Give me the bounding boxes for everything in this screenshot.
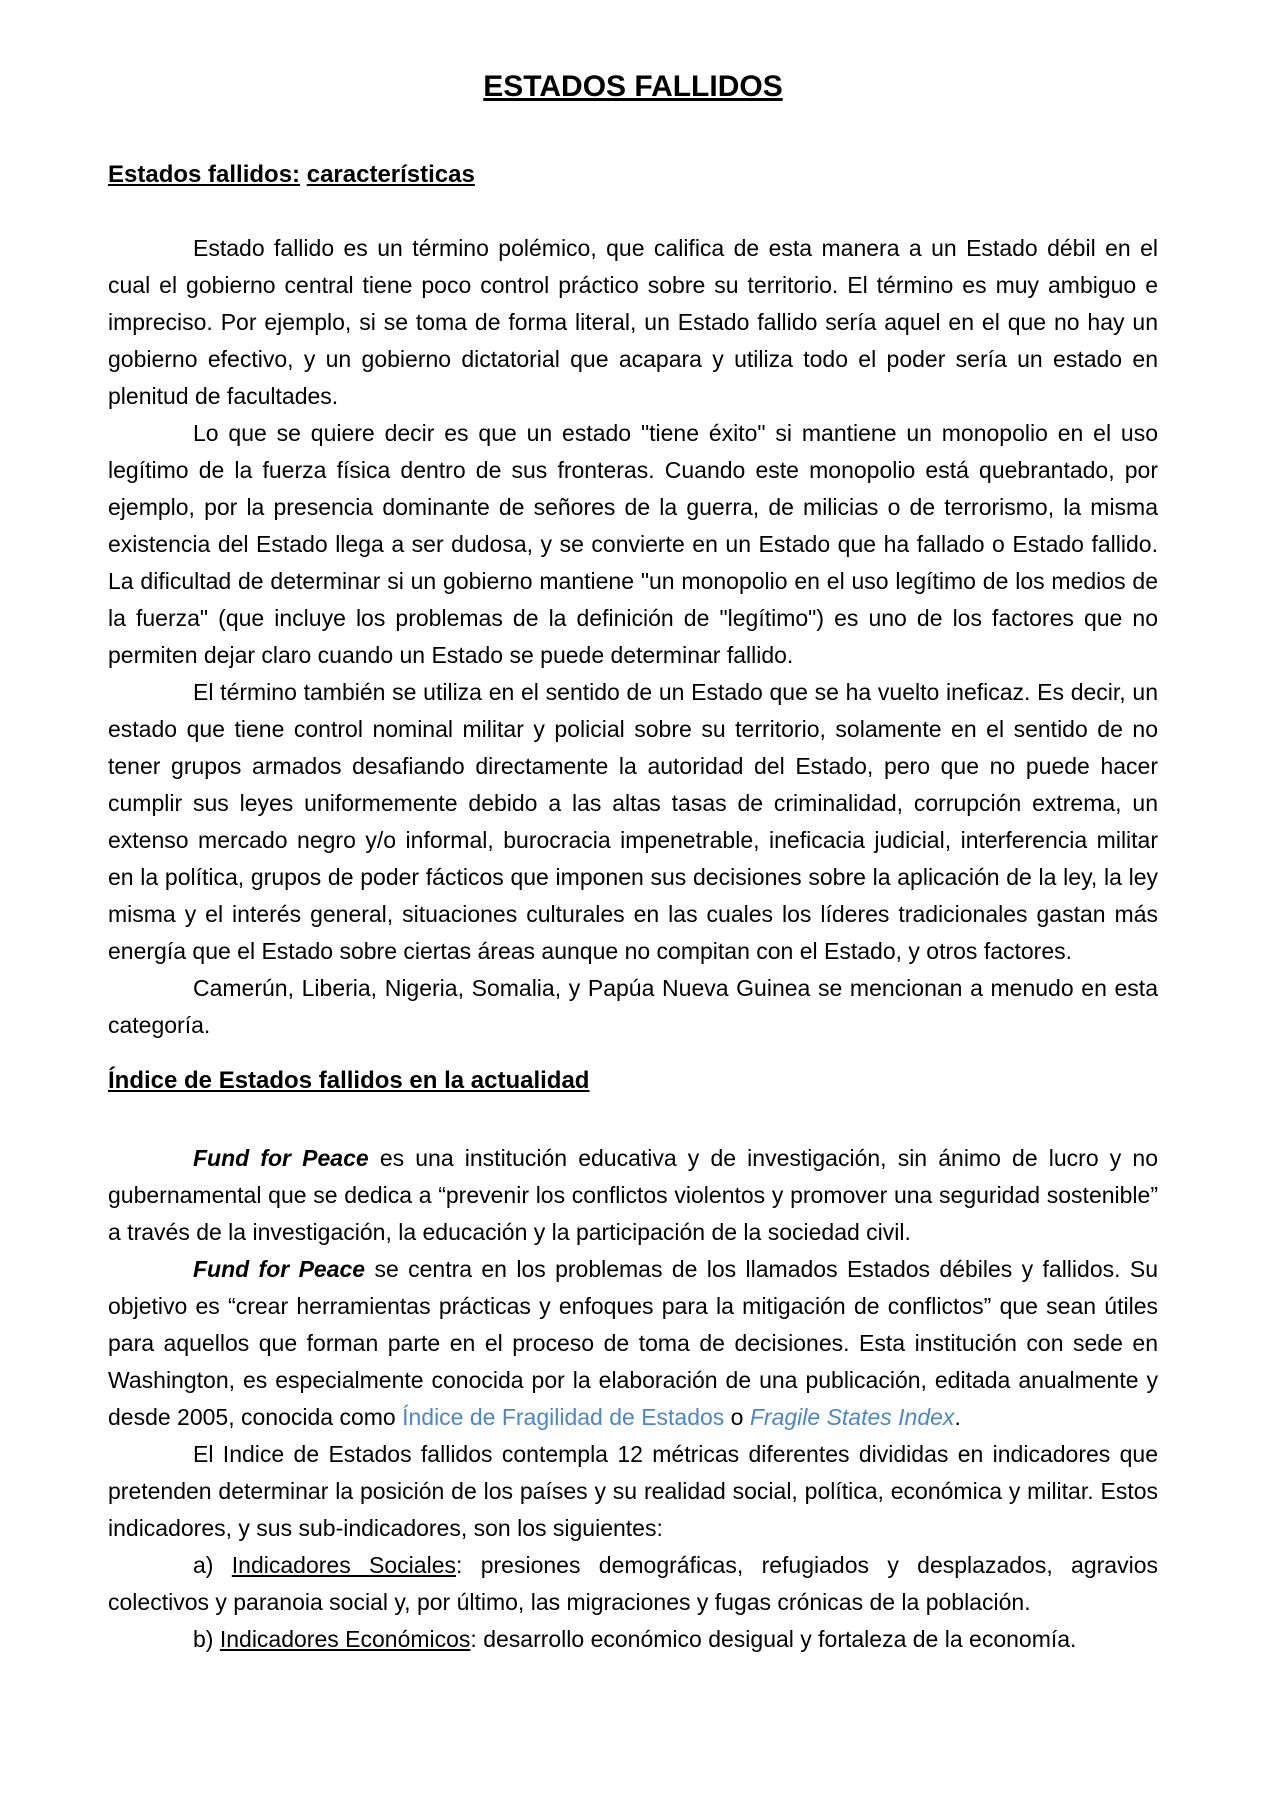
paragraph bbox=[108, 415, 1158, 674]
paragraph bbox=[108, 1251, 1158, 1436]
text-run: Indicadores Económicos bbox=[219, 1626, 471, 1652]
text-run: Indicadores Sociales bbox=[231, 1552, 456, 1578]
document-body bbox=[108, 158, 1158, 1658]
text-run: Estados fallidos: bbox=[108, 161, 301, 188]
text-run: El Indice de Estados fallidos contempla 12 métricas diferentes divididas en indicadores que pretenden determinar la posición de los países y su realidad social, política, económica y militar. Estos indicadores, y sus sub-indicadores, son los siguientes: bbox=[108, 1441, 1158, 1541]
document-title bbox=[108, 68, 1158, 106]
paragraph bbox=[108, 1547, 1158, 1621]
text-run: : desarrollo económico desigual y fortaleza de la economía. bbox=[470, 1626, 1077, 1652]
hyperlink[interactable]: Índice de Fragilidad de Estados bbox=[402, 1404, 725, 1430]
paragraph bbox=[108, 230, 1158, 415]
paragraph bbox=[108, 970, 1158, 1044]
text-run: Fund for Peace bbox=[193, 1256, 366, 1282]
paragraph bbox=[108, 674, 1158, 970]
text-run bbox=[300, 161, 307, 188]
text-run: El término también se utiliza en el sentido de un Estado que se ha vuelto ineficaz. Es decir, un estado que tiene control nominal militar y policial sobre su territorio, solamente en el sentido de no tener grupos armados desafiando directamente la autoridad del Estado, pero que no puede hacer cumplir sus leyes uniformemente debido a las altas tasas de criminalidad, corrupción extrema, un extenso mercado negro y/o informal, burocracia impenetrable, ineficacia judicial, interferencia militar en la política, grupos de poder fácticos que imponen sus decisiones sobre la aplicación de la ley, la ley misma y el interés general, situaciones culturales en las cuales los líderes tradicionales gastan más energía que el Estado sobre ciertas áreas aunque no compitan con el Estado, y otros factores. bbox=[108, 679, 1158, 964]
text-run: o bbox=[724, 1404, 750, 1430]
section-heading bbox=[108, 1064, 1158, 1098]
text-run: a) bbox=[193, 1552, 232, 1578]
hyperlink[interactable]: Fragile States Index bbox=[749, 1404, 955, 1430]
text-run: Estado fallido es un término polémico, que califica de esta manera a un Estado débil en el cual el gobierno central tiene poco control práctico sobre su territorio. El término es muy ambiguo e impreciso. Por ejemplo, si se toma de forma literal, un Estado fallido sería aquel en el que no hay un gobierno efectivo, y un gobierno dictatorial que acapara y utiliza todo el poder sería un estado en plenitud de facultades. bbox=[108, 235, 1158, 409]
text-run: se centra en los problemas de los llamados Estados débiles y fallidos. Su objetivo es “crear herramientas prácticas y enfoques para la mitigación de conflictos” que sean útiles para aquellos que forman parte en el proceso de toma de decisiones. Esta institución con sede en Washington, es especialmente conocida por la elaboración de una publicación, editada anualmente y desde 2005, conocida como bbox=[108, 1256, 1158, 1430]
text-run: : presiones demográficas, refugiados y desplazados, agravios colectivos y paranoia social y, por último, las migraciones y fugas crónicas de la población. bbox=[108, 1552, 1158, 1615]
paragraph bbox=[108, 1621, 1158, 1658]
paragraph bbox=[108, 1140, 1158, 1251]
text-run: Camerún, Liberia, Nigeria, Somalia, y Papúa Nueva Guinea se mencionan a menudo en esta categoría. bbox=[108, 975, 1158, 1038]
text-run: . bbox=[954, 1404, 961, 1430]
text-run: Índice de Estados fallidos en la actualidad bbox=[108, 1067, 590, 1094]
text-run: b) bbox=[193, 1626, 220, 1652]
text-run: es una institución educativa y de investigación, sin ánimo de lucro y no gubernamental que se dedica a “prevenir los conflictos violentos y promover una seguridad sostenible” a través de la investigación, la educación y la participación de la sociedad civil. bbox=[108, 1145, 1158, 1245]
text-run: Fund for Peace bbox=[193, 1145, 369, 1171]
paragraph bbox=[108, 1436, 1158, 1547]
text-run: Lo que se quiere decir es que un estado "tiene éxito" si mantiene un monopolio en el uso legítimo de la fuerza física dentro de sus fronteras. Cuando este monopolio está quebrantado, por ejemplo, por la presencia dominante de señores de la guerra, de milicias o de terrorismo, la misma existencia del Estado llega a ser dudosa, y se convierte en un Estado que ha fallado o Estado fallido. La dificultad de determinar si un gobierno mantiene "un monopolio en el uso legítimo de los medios de la fuerza" (que incluye los problemas de la definición de "legítimo") es uno de los factores que no permiten dejar claro cuando un Estado se puede determinar fallido. bbox=[108, 420, 1158, 668]
document-title-text: ESTADOS FALLIDOS bbox=[483, 70, 783, 103]
text-run: características bbox=[306, 161, 475, 188]
section-heading bbox=[108, 158, 1158, 192]
